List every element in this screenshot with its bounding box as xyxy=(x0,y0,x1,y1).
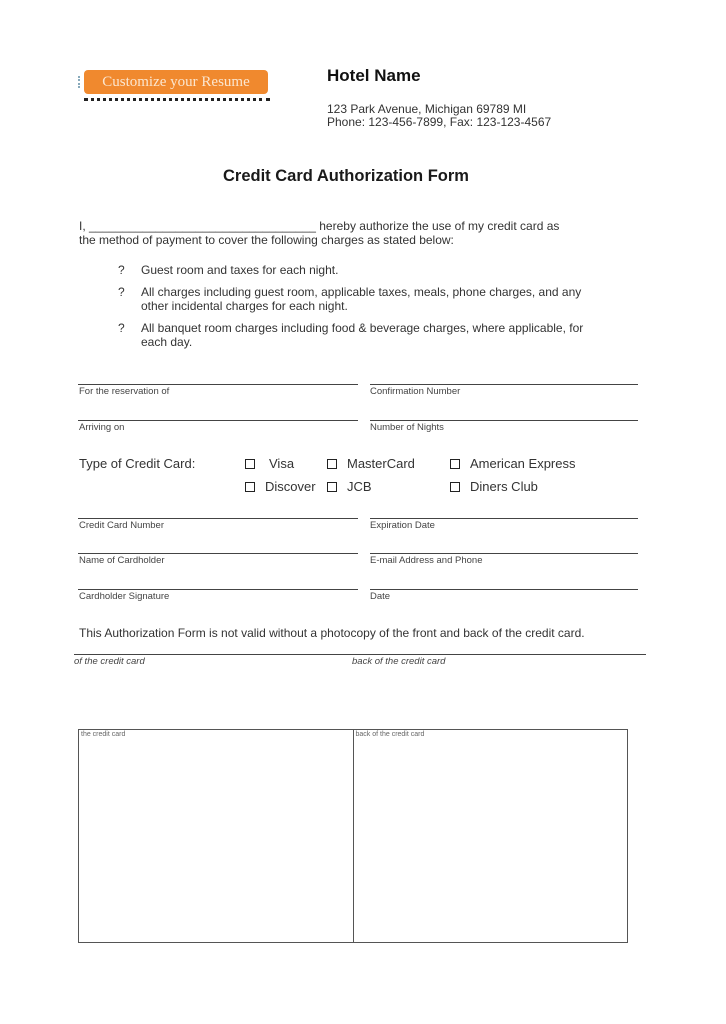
confirmation-label: Confirmation Number xyxy=(370,386,461,397)
checkbox-american-express[interactable]: American Express xyxy=(450,456,575,471)
bullet-text: All charges including guest room, applicable taxes, meals, phone charges, and any xyxy=(141,285,582,299)
email-phone-field[interactable] xyxy=(370,553,638,554)
back-caption: back of the credit card xyxy=(352,656,446,667)
signature-label: Cardholder Signature xyxy=(79,591,170,602)
card-type-label: Type of Credit Card: xyxy=(79,456,196,471)
checkbox-icon xyxy=(245,482,255,492)
checkbox-icon xyxy=(450,459,460,469)
card-number-field[interactable] xyxy=(78,518,358,519)
authorization-paragraph xyxy=(79,219,619,247)
bullet-text: Guest room and taxes for each night. xyxy=(141,263,339,277)
checkbox-discover[interactable]: Discover xyxy=(245,479,316,494)
arriving-field[interactable] xyxy=(78,420,358,421)
cardholder-name-field[interactable] xyxy=(78,553,358,554)
nights-label: Number of Nights xyxy=(370,422,444,433)
checkbox-jcb[interactable]: JCB xyxy=(327,479,372,494)
expiration-label: Expiration Date xyxy=(370,520,435,531)
hotel-address: 123 Park Avenue, Michigan 69789 MI xyxy=(327,102,527,116)
confirmation-field[interactable] xyxy=(370,384,638,385)
checkbox-mastercard[interactable]: MasterCard xyxy=(327,456,415,471)
reservation-field[interactable] xyxy=(78,384,358,385)
back-card-area[interactable] xyxy=(353,730,628,942)
intro-line-2: the method of payment to cover the following charges as stated below: xyxy=(79,233,454,247)
checkbox-icon xyxy=(327,459,337,469)
email-phone-label: E-mail Address and Phone xyxy=(370,555,483,566)
date-label: Date xyxy=(370,591,391,602)
bullet-marker-icon: ? xyxy=(118,321,125,335)
intro-line-1: I, __________________________________ hereby authorize the use of my credit card as xyxy=(79,219,560,233)
reservation-label: For the reservation of xyxy=(79,386,170,397)
back-card-label: back of the credit card xyxy=(355,731,425,738)
checkbox-diners-club[interactable]: Diners Club xyxy=(450,479,538,494)
bullet-marker-icon: ? xyxy=(118,285,125,299)
hotel-contact: Phone: 123-456-7899, Fax: 123-123-4567 xyxy=(327,115,552,129)
photocopy-area xyxy=(78,729,628,943)
front-card-area[interactable] xyxy=(79,730,353,942)
front-caption: of the credit card xyxy=(74,656,145,667)
checkbox-icon xyxy=(327,482,337,492)
divider-line xyxy=(74,654,646,655)
photocopy-note: This Authorization Form is not valid without a photocopy of the front and back of the credit card. xyxy=(79,626,585,640)
checkbox-icon xyxy=(245,459,255,469)
hotel-name: Hotel Name xyxy=(327,66,421,85)
front-card-label: the credit card xyxy=(81,731,126,738)
arriving-label: Arriving on xyxy=(79,422,125,433)
bullet-text: each day. xyxy=(141,335,193,349)
checkbox-icon xyxy=(450,482,460,492)
dotted-marker xyxy=(78,76,83,88)
checkbox-visa[interactable]: Visa xyxy=(245,456,294,471)
bullet-marker-icon: ? xyxy=(118,263,125,277)
nights-field[interactable] xyxy=(370,420,638,421)
bullet-text: All banquet room charges including food & beverage charges, where applicable, for xyxy=(141,321,584,335)
date-field[interactable] xyxy=(370,589,638,590)
expiration-field[interactable] xyxy=(370,518,638,519)
card-number-label: Credit Card Number xyxy=(79,520,164,531)
dotted-underline xyxy=(84,98,270,101)
cardholder-name-label: Name of Cardholder xyxy=(79,555,165,566)
customize-resume-button[interactable]: Customize your Resume xyxy=(84,70,268,94)
form-title: Credit Card Authorization Form xyxy=(223,167,469,185)
signature-field[interactable] xyxy=(78,589,358,590)
bullet-text: other incidental charges for each night. xyxy=(141,299,348,313)
hotel-address-block xyxy=(327,103,551,129)
